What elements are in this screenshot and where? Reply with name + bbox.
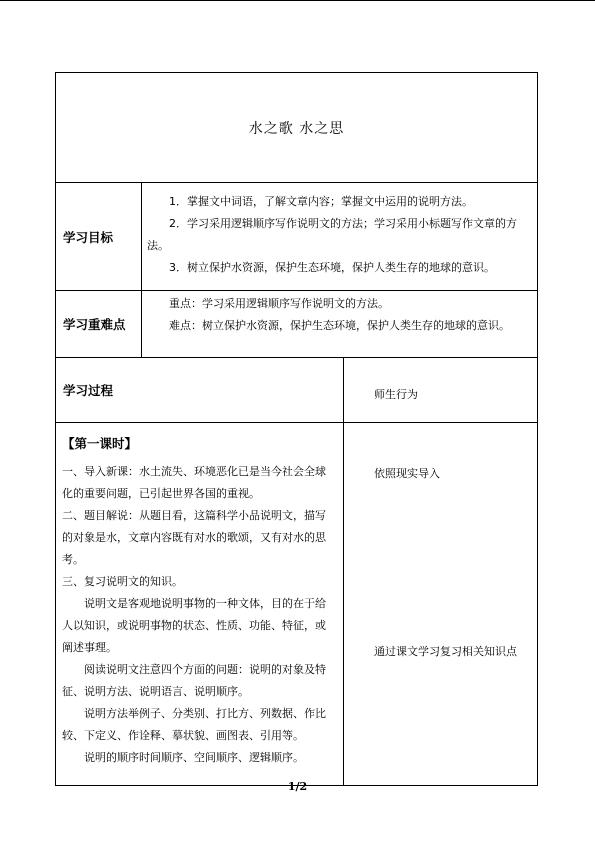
- process-paragraph: 一、导入新课：水土流失、环境恶化已是当今社会全球化的重要问题，已引起世界各国的重视。: [62, 465, 326, 500]
- objective-item: 3．树立保护水资源，保护生态环境，保护人类生存的地球的意识。: [169, 261, 495, 274]
- objectives-content: [142, 183, 538, 291]
- key-points-content: [142, 291, 538, 358]
- behavior-note: 依照现实导入: [374, 467, 440, 480]
- title-cell: [56, 73, 538, 183]
- page-number: 1/2: [287, 780, 308, 793]
- process-indented-paragraph: 说明方法举例子、分类别、打比方、列数据、作比较、下定义、作诠释、摹状貌、画图表、引用等。: [62, 707, 326, 742]
- objectives-label: 学习目标: [56, 183, 142, 291]
- header-rule: [0, 0, 595, 1]
- process-indented-paragraph: 阅读说明文注意四个方面的问题：说明的对象及特征、说明方法、说明语言、说明顺序。: [62, 663, 326, 698]
- key-points-label: 学习重难点: [56, 291, 142, 358]
- process-indented-paragraph: 说明的顺序时间顺序、空间顺序、逻辑顺序。: [84, 751, 304, 764]
- process-content: [56, 423, 344, 786]
- page-title: 水之歌 水之思: [248, 120, 345, 137]
- objective-item: 1．掌握文中词语，了解文章内容；掌握文中运用的说明方法。: [169, 195, 473, 208]
- objective-item: 2．学习采用逻辑顺序写作说明文的方法；学习采用小标题写作文章的方法。: [147, 217, 517, 252]
- key-point-item: 难点：树立保护水资源，保护生态环境，保护人类生存的地球的意识。: [169, 319, 510, 332]
- key-point-item: 重点：学习采用逻辑顺序写作说明文的方法。: [169, 297, 389, 310]
- period-heading: 【第一课时】: [62, 436, 138, 451]
- behavior-content: [344, 423, 538, 786]
- process-paragraph: 二、题目解说：从题目看，这篇科学小品说明文，描写的对象是水，文章内容既有对水的歌颂，又有对水的思考。: [62, 509, 326, 566]
- process-header: 学习过程: [56, 358, 344, 423]
- process-indented-paragraph: 说明文是客观地说明事物的一种文体，目的在于给人以知识，或说明事物的状态、性质、功能、特征，或阐述事理。: [62, 597, 326, 654]
- behavior-note: 通过课文学习复习相关知识点: [374, 645, 517, 658]
- process-paragraph: 三、复习说明文的知识。: [62, 575, 183, 588]
- lesson-plan-table: [55, 72, 538, 786]
- behavior-header: 师生行为: [344, 358, 538, 423]
